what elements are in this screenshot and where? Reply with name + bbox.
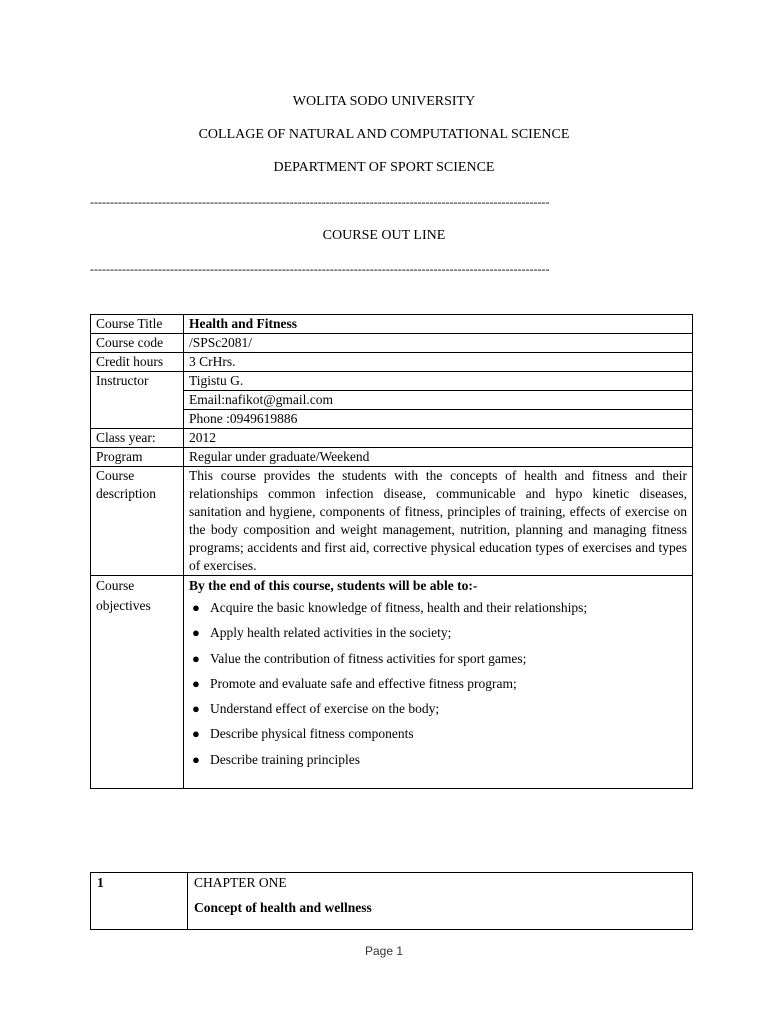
program-value: Regular under graduate/Weekend [184, 448, 693, 467]
instructor-phone: Phone :0949619886 [184, 410, 693, 429]
page-number: Page 1 [364, 944, 404, 958]
chapter-cell [188, 873, 693, 930]
description-text: This course provides the students with the concepts of health and fitness and their relationships common infection disease, communicable and hypo kinetic diseases, sanitation and hygiene, components of fitness, principles of training, effects of exercise on the body composition and weight management, nutrition, planning and managing fitness programs; accidents and first aid, corrective physical education types of exercises and types of exercises. [184, 467, 693, 576]
objectives-label-line2: objectives [96, 598, 151, 613]
chapter-table [90, 872, 693, 930]
objective-text: Acquire the basic knowledge of fitness, health and their relationships; [210, 600, 588, 615]
bullet-icon: ● [192, 600, 200, 615]
course-code-value: /SPSc2081/ [184, 334, 693, 353]
list-item [189, 620, 687, 645]
separator-bottom: ------------------------------------------------------------------------------------------------------------------- [90, 262, 550, 276]
university-name: WOLITA SODO UNIVERSITY [292, 94, 476, 109]
chapter-row [91, 873, 693, 930]
objectives-cell [184, 576, 693, 789]
bullet-icon: ● [192, 675, 200, 691]
course-title-row [91, 315, 693, 334]
separator-top: ------------------------------------------------------------------------------------------------------------------- [90, 195, 550, 209]
list-item [189, 595, 687, 620]
objective-text: Promote and evaluate safe and effective fitness program; [210, 675, 517, 691]
objective-text: Apply health related activities in the society; [210, 625, 452, 641]
chapter-heading: CHAPTER ONE [194, 875, 287, 890]
bullet-icon: ● [192, 701, 200, 717]
objectives-label [91, 576, 184, 789]
college-name: COLLAGE OF NATURAL AND COMPUTATIONAL SCIENCE [198, 127, 570, 142]
objectives-list [189, 595, 687, 788]
program-label: Program [91, 448, 184, 467]
objectives-row [91, 576, 693, 789]
objective-text: Value the contribution of fitness activities for sport games; [210, 650, 527, 666]
course-title-value: Health and Fitness [184, 315, 693, 334]
objective-text: Describe physical fitness components [210, 726, 414, 742]
list-item [189, 747, 687, 772]
objective-text: Understand effect of exercise on the body; [210, 701, 440, 717]
objectives-intro: By the end of this course, students will be able to:- [189, 578, 478, 593]
instructor-label: Instructor [91, 372, 184, 429]
program-row [91, 448, 693, 467]
list-item [189, 646, 687, 671]
chapter-title: Concept of health and wellness [194, 900, 372, 915]
course-code-row [91, 334, 693, 353]
objective-text: Describe training principles [210, 751, 360, 767]
description-label-line1: Course [96, 468, 135, 483]
course-title-label: Course Title [91, 315, 184, 334]
list-item [189, 721, 687, 746]
credit-hours-value: 3 CrHrs. [184, 353, 693, 372]
course-code-label: Course code [91, 334, 184, 353]
class-year-row [91, 429, 693, 448]
credit-hours-row [91, 353, 693, 372]
bullet-icon: ● [192, 726, 200, 742]
chapter-number: 1 [91, 873, 188, 930]
department-name: DEPARTMENT OF SPORT SCIENCE [273, 160, 495, 175]
bullet-icon: ● [192, 751, 200, 767]
objectives-label-line1: Course [96, 578, 135, 593]
description-label [91, 467, 184, 576]
list-item [189, 696, 687, 721]
instructor-email: Email:nafikot@gmail.com [184, 391, 693, 410]
instructor-name: Tigistu G. [184, 372, 693, 391]
instructor-row [91, 372, 693, 391]
list-item [189, 671, 687, 696]
document-title: COURSE OUT LINE [322, 228, 446, 243]
credit-hours-label: Credit hours [91, 353, 184, 372]
class-year-label: Class year: [91, 429, 184, 448]
description-row [91, 467, 693, 576]
bullet-icon: ● [192, 650, 200, 666]
course-info-table [90, 314, 693, 789]
bullet-icon: ● [192, 625, 200, 641]
description-label-line2: description [96, 486, 156, 501]
class-year-value: 2012 [184, 429, 693, 448]
